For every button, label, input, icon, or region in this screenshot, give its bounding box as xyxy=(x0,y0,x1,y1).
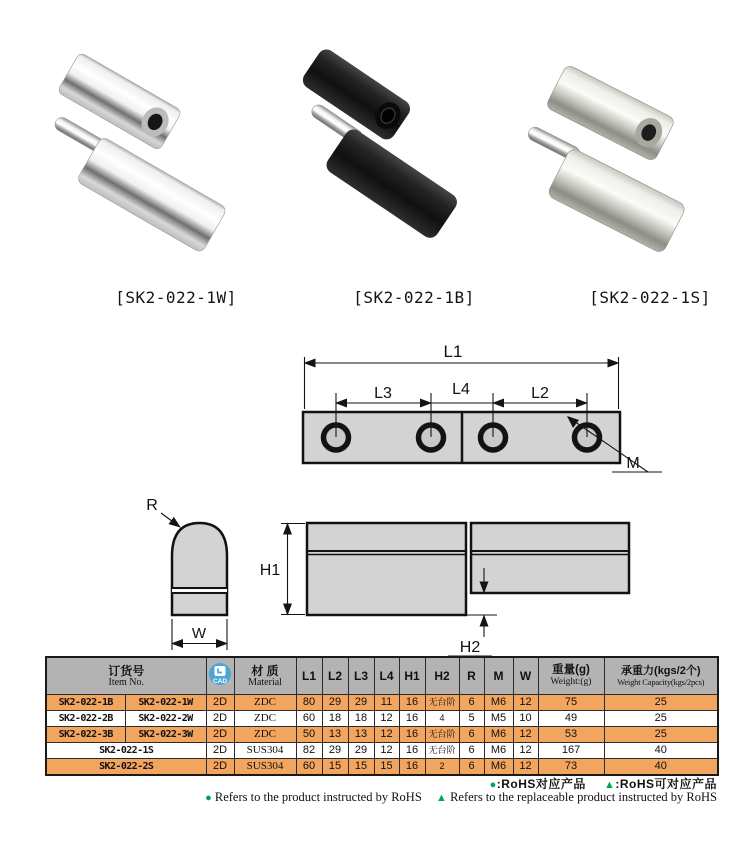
dim-label-h1: H1 xyxy=(259,562,281,579)
m-cell: M6 xyxy=(484,727,513,743)
item-header-zh: 订货号 xyxy=(108,663,145,678)
l3-cell: 29 xyxy=(348,743,374,759)
h1-cell: 16 xyxy=(399,727,425,743)
r-cell: 6 xyxy=(459,743,484,759)
h1-cell: 16 xyxy=(399,743,425,759)
item-no-cell: SK2-022-3B xyxy=(46,727,125,743)
item-no-cell: SK2-022-2B xyxy=(46,711,125,727)
item-no-cell: SK2-022-3W xyxy=(125,727,206,743)
weight-cell: 167 xyxy=(538,743,604,759)
l1-cell: 60 xyxy=(296,759,322,776)
product-photo-chrome xyxy=(53,52,228,254)
h1-cell: 16 xyxy=(399,759,425,776)
item-no-cell: SK2-022-1S xyxy=(46,743,206,759)
rohs-dot-icon: ● xyxy=(489,779,497,791)
rohs-note-en xyxy=(97,790,717,805)
m-cell: M5 xyxy=(484,711,513,727)
item-header-en: Item No. xyxy=(108,676,145,688)
cad-cell: 2D xyxy=(206,759,234,776)
h2-cell: 2 xyxy=(425,759,459,776)
product-photo-black xyxy=(299,46,460,241)
material-header-zh: 材 质 xyxy=(251,663,279,678)
l3-cell: 18 xyxy=(348,711,374,727)
col-header-material xyxy=(234,657,296,695)
col-header-l4: L4 xyxy=(374,657,399,695)
cad-cell: 2D xyxy=(206,711,234,727)
material-cell: ZDC xyxy=(234,727,296,743)
h2-cell: 无台阶 xyxy=(425,743,459,759)
item-no-cell: SK2-022-2W xyxy=(125,711,206,727)
cad-cell: 2D xyxy=(206,727,234,743)
r-cell: 5 xyxy=(459,711,484,727)
weight-cell: 75 xyxy=(538,695,604,711)
col-header-item xyxy=(46,657,206,695)
cad-icon-label: CAD xyxy=(212,677,228,685)
dim-label-r: R xyxy=(146,497,158,514)
capacity-header-zh: 承重力(kgs/2个) xyxy=(621,664,701,677)
product-label-1s: [SK2-022-1S] xyxy=(589,288,711,307)
l4-cell: 12 xyxy=(374,743,399,759)
table-row xyxy=(46,695,718,711)
material-cell: ZDC xyxy=(234,695,296,711)
h1-cell: 16 xyxy=(399,695,425,711)
l1-cell: 50 xyxy=(296,727,322,743)
product-photos xyxy=(0,0,750,282)
l2-cell: 29 xyxy=(322,695,348,711)
m-cell: M6 xyxy=(484,743,513,759)
l4-cell: 11 xyxy=(374,695,399,711)
capacity-cell: 25 xyxy=(604,727,718,743)
col-header-w: W xyxy=(513,657,538,695)
l3-cell: 15 xyxy=(348,759,374,776)
col-header-l2: L2 xyxy=(322,657,348,695)
header-row xyxy=(46,657,718,695)
rohs-note-zh-triangle: :RoHS可对应产品 xyxy=(615,777,717,791)
col-header-weight xyxy=(538,657,604,695)
l1-cell: 82 xyxy=(296,743,322,759)
item-no-cell: SK2-022-1B xyxy=(46,695,125,711)
l2-cell: 18 xyxy=(322,711,348,727)
h1-cell: 16 xyxy=(399,711,425,727)
l2-cell: 29 xyxy=(322,743,348,759)
table-row xyxy=(46,727,718,743)
dim-label-m: M xyxy=(626,455,640,472)
l2-cell: 15 xyxy=(322,759,348,776)
m-cell: M6 xyxy=(484,759,513,776)
l1-cell: 80 xyxy=(296,695,322,711)
table-row xyxy=(46,759,718,776)
material-header-en: Material xyxy=(248,676,282,688)
l2-cell: 13 xyxy=(322,727,348,743)
w-cell: 10 xyxy=(513,711,538,727)
table-row xyxy=(46,711,718,727)
end-profile xyxy=(172,523,227,615)
r-cell: 6 xyxy=(459,695,484,711)
col-header-l3: L3 xyxy=(348,657,374,695)
h2-cell: 4 xyxy=(425,711,459,727)
item-no-cell: SK2-022-2S xyxy=(46,759,206,776)
r-cell: 6 xyxy=(459,759,484,776)
col-header-h2: H2 xyxy=(425,657,459,695)
capacity-cell: 40 xyxy=(604,759,718,776)
rohs-note-en-triangle: Refers to the replaceable product instructed by RoHS xyxy=(450,790,717,804)
material-cell: ZDC xyxy=(234,711,296,727)
weight-cell: 73 xyxy=(538,759,604,776)
spec-table xyxy=(45,656,719,776)
dim-label-l1: L1 xyxy=(443,342,463,361)
weight-header-en: Weight:(g) xyxy=(550,676,592,687)
l4-cell: 15 xyxy=(374,759,399,776)
l1-cell: 60 xyxy=(296,711,322,727)
col-header-r: R xyxy=(459,657,484,695)
col-header-h1: H1 xyxy=(399,657,425,695)
table-row xyxy=(46,743,718,759)
capacity-header-en: Weight Capacity(kgs/2pcs) xyxy=(617,677,705,688)
l4-cell: 12 xyxy=(374,727,399,743)
rohs-triangle-icon: ▲ xyxy=(603,779,616,791)
col-header-cad xyxy=(206,657,234,695)
w-cell: 12 xyxy=(513,695,538,711)
product-photo-stainless xyxy=(526,64,687,254)
w-cell: 12 xyxy=(513,759,538,776)
m-cell: M6 xyxy=(484,695,513,711)
l3-cell: 29 xyxy=(348,695,374,711)
w-cell: 12 xyxy=(513,743,538,759)
h2-cell: 无台阶 xyxy=(425,695,459,711)
dim-label-l4: L4 xyxy=(452,381,470,398)
side-view-drawing xyxy=(0,480,750,658)
r-cell: 6 xyxy=(459,727,484,743)
rohs-note-en-dot: Refers to the product instructed by RoHS xyxy=(214,790,422,804)
cad-cell: 2D xyxy=(206,695,234,711)
material-cell: SUS304 xyxy=(234,759,296,776)
side-elevation xyxy=(307,523,629,615)
l3-cell: 13 xyxy=(348,727,374,743)
product-label-1w: [SK2-022-1W] xyxy=(115,288,237,307)
capacity-cell: 25 xyxy=(604,695,718,711)
capacity-cell: 25 xyxy=(604,711,718,727)
col-header-m: M xyxy=(484,657,513,695)
material-cell: SUS304 xyxy=(234,743,296,759)
l4-cell: 12 xyxy=(374,711,399,727)
cad-cell: 2D xyxy=(206,743,234,759)
dim-label-l2: L2 xyxy=(531,385,549,402)
weight-header-zh: 重量(g) xyxy=(552,664,590,677)
rohs-triangle-icon: ▲ xyxy=(436,792,447,804)
capacity-cell: 40 xyxy=(604,743,718,759)
dim-label-h2: H2 xyxy=(459,639,481,656)
h2-cell: 无台阶 xyxy=(425,727,459,743)
col-header-l1: L1 xyxy=(296,657,322,695)
dim-label-l3: L3 xyxy=(374,385,392,402)
w-cell: 12 xyxy=(513,727,538,743)
weight-cell: 53 xyxy=(538,727,604,743)
cad-icon xyxy=(208,662,232,686)
top-view-drawing xyxy=(0,335,750,480)
weight-cell: 49 xyxy=(538,711,604,727)
rohs-note-zh-dot: :RoHS对应产品 xyxy=(496,777,586,791)
dim-label-w: W xyxy=(191,625,207,642)
item-no-cell: SK2-022-1W xyxy=(125,695,206,711)
rohs-dot-icon: ● xyxy=(205,792,212,804)
product-label-1b: [SK2-022-1B] xyxy=(353,288,475,307)
col-header-capacity xyxy=(604,657,718,695)
